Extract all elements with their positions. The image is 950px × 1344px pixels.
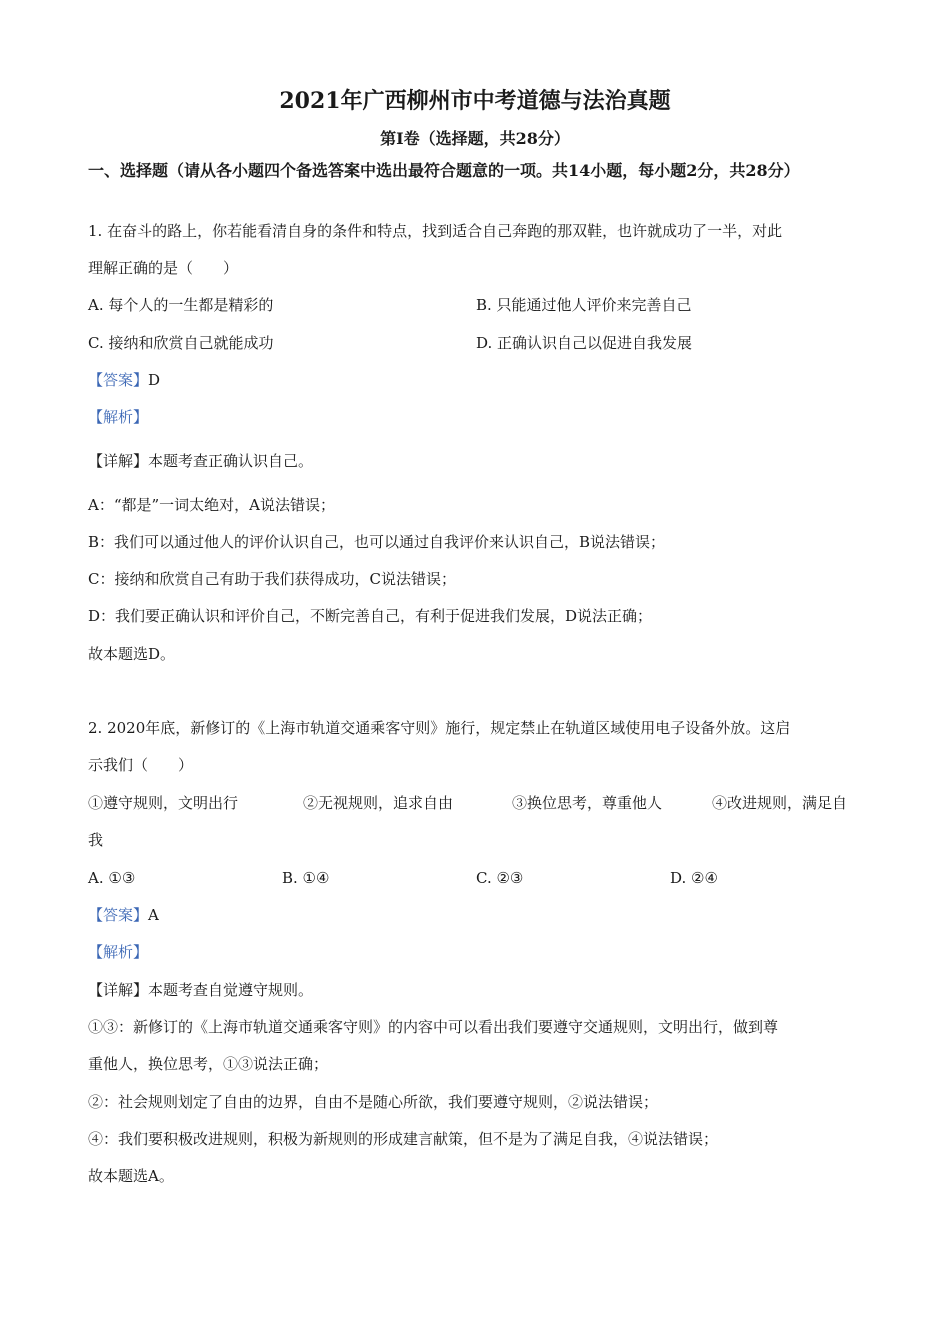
question-1-analysis-label: 【解析】 <box>88 408 149 426</box>
question-2-explanation-2: 重他人，换位思考，①③说法正确； <box>88 1055 329 1073</box>
answer-label: 【答案】 <box>88 906 149 924</box>
question-1-answer <box>88 369 160 391</box>
question-2-explanation-3: ②：社会规则划定了自由的边界，自由不是随心所欲，我们要遵守规则，②说法错误； <box>88 1093 659 1111</box>
question-2-item-4-wrap: 我 <box>88 831 104 849</box>
question-1-stem-line1: 1. 在奋斗的路上，你若能看清自身的条件和特点，找到适合自己奔跑的那双鞋，也许就成功了一半，对此 <box>88 222 783 240</box>
question-2-option-c: C. ②③ <box>476 869 524 887</box>
question-2-item-4: ④改进规则，满足自 <box>712 794 848 812</box>
question-1-explanation-c: C：接纳和欣赏自己有助于我们获得成功，C说法错误； <box>88 570 456 588</box>
question-1-option-b: B. 只能通过他人评价来完善自己 <box>476 296 692 314</box>
question-1-option-a: A. 每个人的一生都是精彩的 <box>88 296 274 314</box>
document-title: 2021年广西柳州市中考道德与法治真题 <box>279 88 671 114</box>
question-2-item-1: ①遵守规则，文明出行 <box>88 794 239 812</box>
question-1-explanation-d: D：我们要正确认识和评价自己，不断完善自己，有利于促进我们发展，D说法正确； <box>88 607 653 625</box>
question-2-stem-line1: 2. 2020年底，新修订的《上海市轨道交通乘客守则》施行，规定禁止在轨道区域使用电子设备外放。这启 <box>88 719 791 737</box>
answer-value: D <box>148 371 161 389</box>
question-1-explanation-a: A：“都是”一词太绝对，A说法错误； <box>88 496 336 514</box>
answer-label: 【答案】 <box>88 371 149 389</box>
question-2-item-2: ②无视规则，追求自由 <box>303 794 454 812</box>
question-1-option-c: C. 接纳和欣赏自己就能成功 <box>88 334 274 352</box>
question-2-option-b: B. ①④ <box>282 869 330 887</box>
section-heading: 一、选择题（请从各小题四个备选答案中选出最符合题意的一项。共14小题，每小题2分，共28分） <box>88 161 800 180</box>
question-2-stem-line2: 示我们（ ） <box>88 756 194 774</box>
question-1-conclusion: 故本题选D。 <box>88 645 176 663</box>
question-2-item-3: ③换位思考，尊重他人 <box>512 794 663 812</box>
question-2-detail: 【详解】本题考查自觉遵守规则。 <box>88 981 314 999</box>
question-2-answer <box>88 904 159 926</box>
question-1-detail: 【详解】本题考查正确认识自己。 <box>88 452 314 470</box>
question-2-option-d: D. ②④ <box>670 869 718 887</box>
question-1-explanation-b: B：我们可以通过他人的评价认识自己，也可以通过自我评价来认识自己，B说法错误； <box>88 533 666 551</box>
question-2-option-a: A. ①③ <box>88 869 136 887</box>
question-2-conclusion: 故本题选A。 <box>88 1167 174 1185</box>
question-2-explanation-4: ④：我们要积极改进规则，积极为新规则的形成建言献策，但不是为了满足自我，④说法错误； <box>88 1130 719 1148</box>
document-subtitle: 第Ⅰ卷（选择题，共28分） <box>380 129 570 148</box>
question-2-explanation-1: ①③：新修订的《上海市轨道交通乘客守则》的内容中可以看出我们要遵守交通规则，文明出行，做到尊 <box>88 1018 779 1036</box>
answer-value: A <box>148 906 159 924</box>
question-1-option-d: D. 正确认识自己以促进自我发展 <box>476 334 693 352</box>
question-1-stem-line2: 理解正确的是（ ） <box>88 259 239 277</box>
question-2-analysis-label: 【解析】 <box>88 943 149 961</box>
